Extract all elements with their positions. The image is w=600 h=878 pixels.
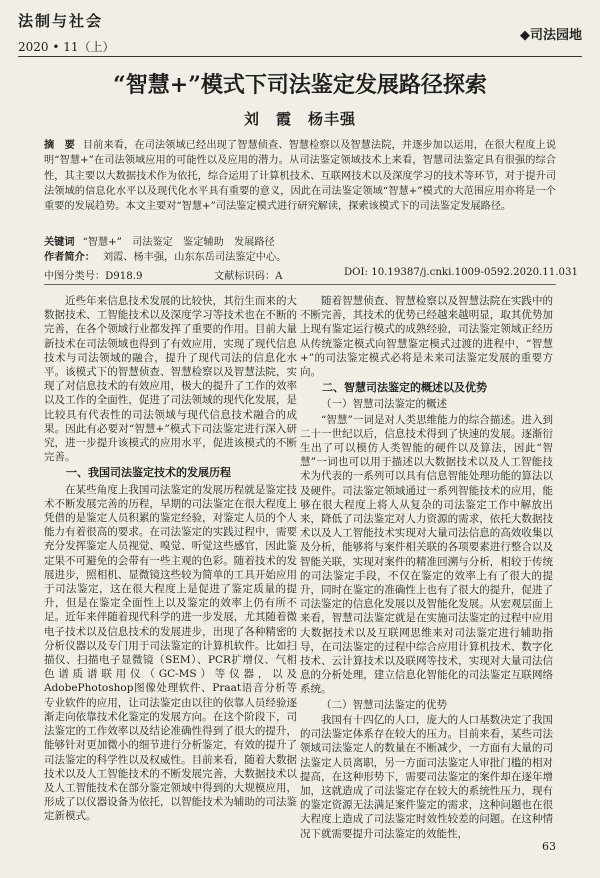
abstract-label: 摘 要 [44,140,75,151]
section-heading: 二、智慧司法鉴定的概述以及优势 [322,381,487,395]
keywords-label: 关键词 [44,237,75,248]
left-column [44,294,297,824]
paragraph: 随着智慧侦查、智慧检察以及智慧法院在实践中的不断完善，其技术的优势已经越来越明显，取其优势加上现有鉴定运行模式的成熟经验，司法鉴定领域正经历从传统鉴定模式向智慧鉴定模式过渡的进程中，“智慧+”的司法鉴定模式必将是未来司法鉴定发展的重要方向。 [300,295,553,379]
meta-divider [44,284,556,285]
page-number: 63 [542,840,556,853]
abstract [44,138,556,214]
right-column [300,294,553,841]
doi: DOI: 10.19387/j.cnki.1009-0592.2020.11.031 [344,267,578,278]
abstract-text: 目前来看，在司法领域已经出现了智慧侦查、智慧检察以及智慧法院，并逐步加以运用，在很大程度上说明“智慧+”在司法领域应用的可能性以及应用的潜力。从司法鉴定领域技术上来看，智慧司法鉴定具有很强的综合性，其主要以大数据技术作为依托，综合运用了计算机技术、互联网技术以及深度学习的技术等环节，对于提升司法领域的信息化水平以及现代化水平具有重要的意义，因此在司法鉴定领域“智慧+”模式的大范围应用亦将是一个重要的发展趋势。本文主要对“智慧+”司法鉴定模式进行研究解读，探索该模式下的司法鉴定发展路径。 [44,140,557,213]
journal-name: 法制与社会 [18,12,104,30]
section-heading: 一、我国司法鉴定技术的发展历程 [66,466,231,480]
issue-date: 2020 • 11（上） [18,40,115,54]
author-info-label: 作者简介： [44,252,95,263]
section-name: ◆司法园地 [520,28,582,43]
document-code: 文献标识码：A [214,271,283,282]
paragraph: 在某些角度上我国司法鉴定的发展历程就是鉴定技术不断发展完善的历程，早期的司法鉴定在很大程度上凭借的是鉴定人员积累的鉴定经验，对鉴定人员的个人能力有着很高的要求。在司法鉴定的实践过程中，需要充分发挥鉴定人员视觉、嗅觉、听觉这些感官，因此鉴定果不可避免的会带有一些主观的色彩。随着技术的发展进步，照相机、显微镜这些较为简单的工具开始应用于司法鉴定，这在很大程度上是促进了鉴定质量的提升，但是在鉴定全面性上以及鉴定的效率上仍有所不足。近年来伴随着现代科学的进一步发展，尤其随着微电子技术以及信息技术的发展进步，出现了各种精密的分析仪器以及专门用于司法鉴定的计算机软件。比如扫描仪、扫描电子显微镜（SEM）、PCR扩增仪、气相色谱质谱联用仪（GC-MS）等仪器，以及AdobePhotoshop图像处理软件、Praat语音分析等专业软件的应用，让司法鉴定由以往的依靠人员经验逐渐走向依靠技术化鉴定的发展方向。在这个阶段下，司法鉴定的工作效率以及结论准确性得到了很大的提升，能够针对更加微小的细节进行分析鉴定，有效的提升了司法鉴定的科学性以及权威性。目前来看，随着大数据技术以及人工智能技术的不断发展完善，大数据技术以及人工智能技术在部分鉴定领域中得到的大规模应用，形成了以仪器设备为依托，以智能技术为辅助的司法鉴定新模式。 [44,483,297,823]
clc-number: 中图分类号：D918.9 [44,271,143,282]
paragraph: “智慧”一词是对人类思维能力的综合描述。进入到二十一世纪以后，信息技术得到了快速的发展。逐渐衍生出了可以模仿人类智能的硬件以及算法，因此“智慧”一词也可以用于描述以大数据技术以及人工智能技术为代表的一系列可以具有信息智能处理功能的算法以及硬件。司法鉴定领域通过一系列智能技术的应用，能够在很大程度上将人从复杂的司法鉴定工作中解放出来，降低了司法鉴定对人力资源的需求，依托大数据技术以及人工智能技术实现对大量司法信息的高效收集以及分析，能够将与案件相关联的各项要素进行整合以及智能关联，实现对案件的精准回溯与分析，相较于传统的司法鉴定手段，不仅在鉴定的效率上有了很大的提升，同时在鉴定的准确性上也有了很大的提升，促进了司法鉴定的信息化发展以及智能化发展。从宏观层面上来看，智慧司法鉴定就是在实施司法鉴定的过程中应用大数据技术以及互联网思维来对司法鉴定进行辅助指导，在司法鉴定的过程中综合应用计算机技术、数字化技术、云计算技术以及联网等技术，实现对大量司法信息的分析处理，建立信息化智能化的司法鉴定互联网络系统。 [300,413,553,696]
keywords-text: “智慧+” 司法鉴定 鉴定辅助 发展路径 [82,237,275,248]
article-title: “智慧+”模式下司法鉴定发展路径探索 [113,72,487,98]
author-info-text: 刘霞、杨丰强，山东东岳司法鉴定中心。 [102,252,287,263]
article-authors: 刘 霞 杨丰强 [243,110,356,128]
keywords-line [44,236,556,250]
subsection-heading: （二）智慧司法鉴定的优势 [321,698,447,711]
author-info-line [44,251,556,265]
paragraph: 我国有十四亿的人口，庞大的人口基数决定了我国的司法鉴定体系存在较大的压力。目前来看，某些司法领域司法鉴定人的数量在不断减少，一方面有大量的司法鉴定人员离职，另一方面司法鉴定人审批门槛的相对提高，在这种形势下，需要司法鉴定的案件却在逐年增加，这就造成了司法鉴定存在较大的系统性压力，现有的鉴定资源无法满足案件鉴定的需求，这种问题也在很大程度上造成了司法鉴定时效性较差的问题。在这种情况下就需要提升司法鉴定的效能性， [300,713,553,840]
header-divider [18,56,582,57]
subsection-heading: （一）智慧司法鉴定的概述 [321,398,447,411]
paragraph: 近些年来信息技术发展的比较快，其衍生而来的大数据技术、工智能技术以及深度学习等技术也在不断的完善，在各个领域行业都发挥了重要的作用。目前大量新技术在司法领域也得到了有效应用，实现了现代信息技术与司法领域的融合，提升了现代司法的信息化水平。该模式下的智慧侦查、智慧检察以及智慧法院，实现了对信息技术的有效应用，极大的提升了工作的效率以及工作的全面性，促进了司法领域的现代化发展，是比较具有代表性的司法领域与现代信息技术融合的成果。因此有必要对“智慧+”模式下司法鉴定进行深入研究，进一步提升该模式的应用水平，促进该模式的不断完善。 [44,295,297,464]
